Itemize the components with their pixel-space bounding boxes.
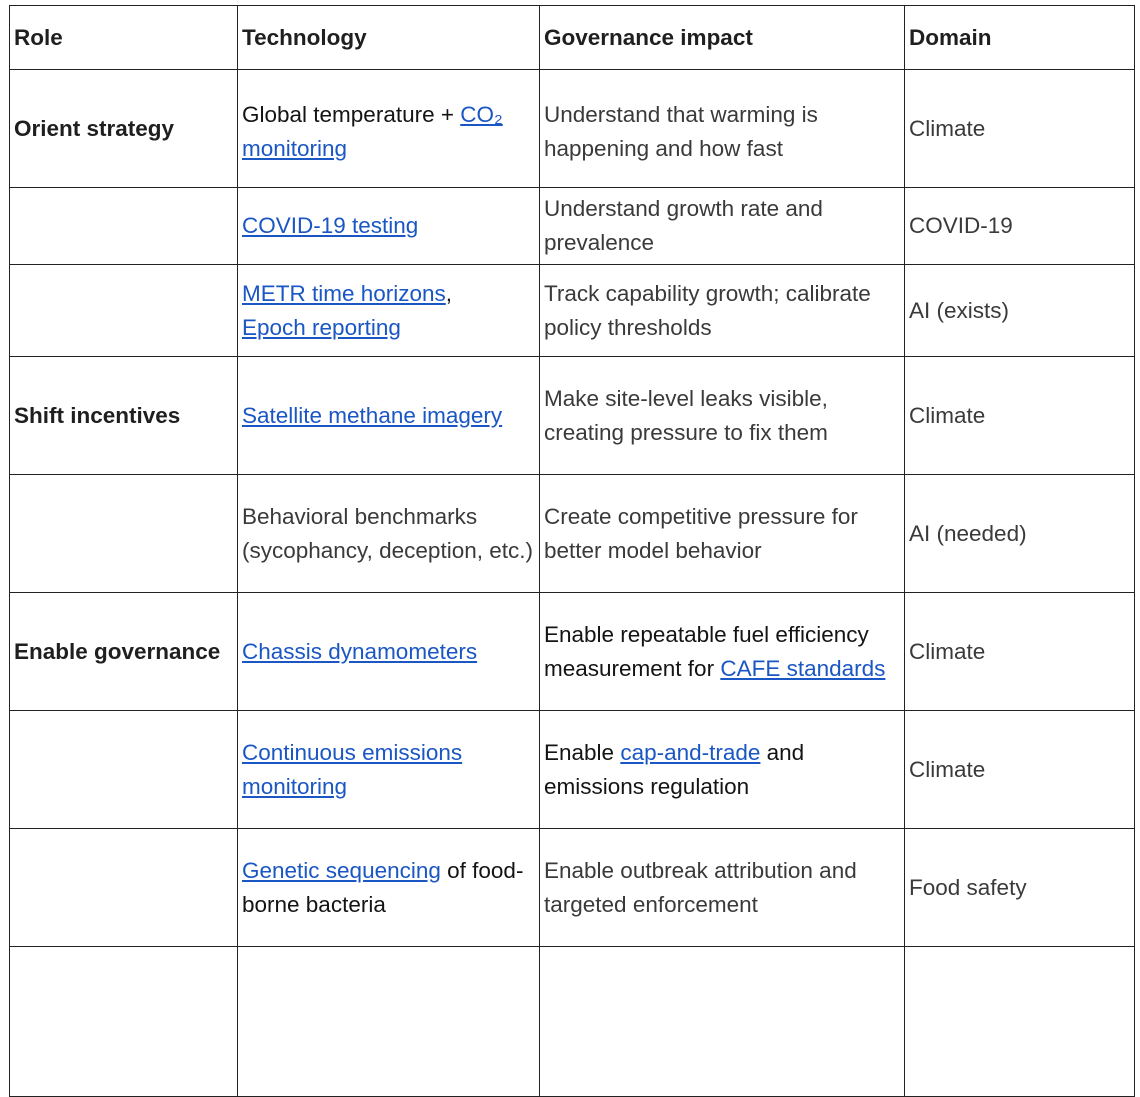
impact-cell: Understand growth rate and prevalence [540,188,905,265]
role-cell [10,947,238,1097]
role-cell: Enable governance [10,593,238,711]
domain-cell: AI (needed) [905,475,1135,593]
domain-cell: Climate [905,357,1135,475]
table-row [10,188,1135,265]
impact-cell: Make site-level leaks visible, creating pressure to fix them [540,357,905,475]
domain-cell: Climate [905,711,1135,829]
cap-and-trade-link[interactable]: cap-and-trade [620,739,761,765]
impact-cell [540,593,905,711]
table-row [10,475,1135,593]
technology-separator: , [445,280,453,306]
impact-cell: Create competitive pressure for better model behavior [540,475,905,593]
technology-cell [238,829,540,947]
table-row [10,593,1135,711]
domain-cell: Food safety [905,829,1135,947]
domain-cell: Climate [905,593,1135,711]
technology-cell [238,357,540,475]
technology-cell [238,70,540,188]
technology-text: Global temperature + [242,101,461,127]
impact-text: Enable [544,739,621,765]
technology-cell [238,188,540,265]
domain-cell: AI (exists) [905,265,1135,357]
impact-cell: Enable outbreak attribution and targeted enforcement [540,829,905,947]
role-cell [10,188,238,265]
impact-text-suffix: and emissions regulation [544,739,805,799]
co2-monitoring-link[interactable]: CO₂ monitoring [242,101,503,161]
role-cell [10,711,238,829]
technology-cell: Behavioral benchmarks (sycophancy, deception, etc.) [238,475,540,593]
satellite-methane-link[interactable]: Satellite methane imagery [242,402,503,428]
genetic-sequencing-link[interactable]: Genetic sequencing [242,857,441,883]
technology-cell [238,711,540,829]
governance-table [9,5,1135,1097]
table-row [10,70,1135,188]
table-row-partial [10,947,1135,1097]
impact-text: Enable repeatable fuel efficiency measurement for [544,621,869,681]
header-row [10,6,1135,70]
chassis-dynamometers-link[interactable]: Chassis dynamometers [242,638,478,664]
impact-cell [540,711,905,829]
cafe-standards-link[interactable]: CAFE standards [720,655,886,681]
header-governance-impact: Governance impact [540,6,905,70]
table-row [10,711,1135,829]
metr-time-horizons-link[interactable]: METR time horizons [242,280,446,306]
table-row [10,357,1135,475]
technology-cell [238,593,540,711]
impact-cell: Understand that warming is happening and how fast [540,70,905,188]
domain-cell: Climate [905,70,1135,188]
covid-testing-link[interactable]: COVID-19 testing [242,213,419,238]
role-cell [10,475,238,593]
technology-cell [238,947,540,1097]
technology-text-suffix: of food-borne bacteria [242,857,524,917]
epoch-reporting-link[interactable]: Epoch reporting [242,314,401,340]
technology-cell [238,265,540,357]
header-role: Role [10,6,238,70]
role-cell: Orient strategy [10,70,238,188]
domain-cell [905,947,1135,1097]
table-row [10,265,1135,357]
role-cell: Shift incentives [10,357,238,475]
continuous-emissions-link[interactable]: Continuous emissions monitoring [242,739,463,799]
role-cell [10,265,238,357]
impact-cell [540,947,905,1097]
impact-cell: Track capability growth; calibrate policy thresholds [540,265,905,357]
header-technology: Technology [238,6,540,70]
header-domain: Domain [905,6,1135,70]
domain-cell: COVID-19 [905,188,1135,265]
role-cell [10,829,238,947]
table-row [10,829,1135,947]
